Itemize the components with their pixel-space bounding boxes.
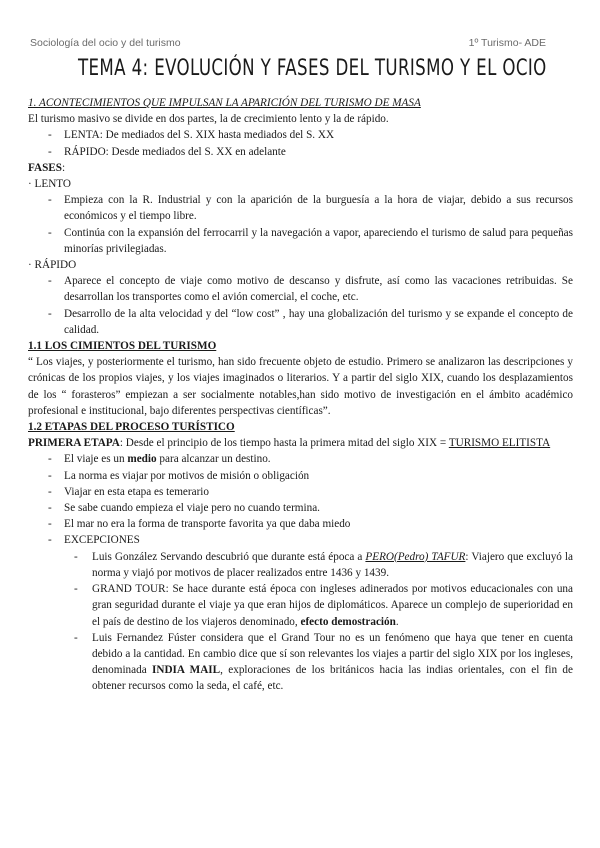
section-1-1-quote: “ Los viajes, y posteriormente el turismo, han sido frecuente objeto de estudio. Primero se analizaron las descripciones y crónicas de los propios viajes, y los viajes imaginados o literarios. Y a partir del siglo XIX, cuando los desplazamientos de los “ forasteros” empiezan a ser socialmente notables,han sido motivo de investigación en el ámbito académico profesional e institucional, bajo diferentes perspectivas científicas”. <box>28 356 573 417</box>
document-body <box>28 95 573 695</box>
fases-colon: : <box>62 161 66 174</box>
exception-item <box>92 581 573 630</box>
lento-list <box>28 192 573 257</box>
rapido-list <box>28 273 573 338</box>
list-item <box>64 451 573 467</box>
item-text: Luis Fernandez Fúster considera que el Grand Tour no es un fenómeno que haya que tener en cuenta debido a la cantidad. En cambio dice que sí son relevantes los viajes a partir del siglo XIX por los ingleses, denominada <box>92 631 573 677</box>
item-text: para alcanzar un destino. <box>156 453 271 466</box>
page-title: TEMA 4: EVOLUCIÓN Y FASES DEL TURISMO Y EL OCIO <box>78 55 547 81</box>
first-stage-label: PRIMERA ETAPA <box>28 437 120 450</box>
item-emphasis: efecto demostración <box>300 615 396 628</box>
list-item: - El mar no era la forma de transporte favorita ya que daba miedo <box>64 516 573 532</box>
fases-label: FASES <box>28 161 62 174</box>
growth-list <box>28 127 573 159</box>
item-emphasis: medio <box>127 453 157 466</box>
first-stage-tag: TURISMO ELITISTA <box>448 437 551 450</box>
header-degree: 1º Turismo- ADE <box>468 37 546 49</box>
header-course: Sociología del ocio y del turismo <box>30 37 181 49</box>
item-text: : Viajero que excluyó la norma y viajó por motivos de placer realizados entre 1436 y 1439. <box>92 550 574 579</box>
list-item: - Viajar en esta etapa es temerario <box>64 484 573 500</box>
item-emphasis: INDIA MAIL <box>152 664 221 677</box>
rapido-label: · RÁPIDO <box>28 259 77 272</box>
list-item: - La norma es viajar por motivos de misión o obligación <box>64 468 573 484</box>
list-item: - Empieza con la R. Industrial y con la aparición de la burguesía a la hora de viajar, debido a sus recursos económicos y el tiempo libre. <box>64 192 573 224</box>
list-item: - RÁPIDO: Desde mediados del S. XX en adelante <box>64 144 573 160</box>
item-emphasis: PERO(Pedro) TAFUR <box>365 550 466 563</box>
item-text: El viaje es un <box>64 453 128 466</box>
section-1-1-heading: 1.1 LOS CIMIENTOS DEL TURISMO <box>28 340 217 353</box>
exception-item <box>92 549 573 581</box>
lento-label: · LENTO <box>28 178 71 191</box>
list-item: - Aparece el concepto de viaje como motivo de descanso y disfrute, así como las vacaciones retribuidas. Se desarrollan los transportes como el avión comercial, el coche, etc. <box>64 273 573 305</box>
list-item: - Continúa con la expansión del ferrocarril y la navegación a vapor, apareciendo el turismo de salud para pequeñas minorías privilegiadas. <box>64 225 573 257</box>
list-item: - Se sabe cuando empieza el viaje pero no cuando termina. <box>64 500 573 516</box>
item-text: GRAND TOUR: Se hace durante está época con ingleses adinerados por motivos educacionales con una gran seguridad durante el viaje ya que eran hijos de diplomáticos. Aparece un complejo de superioridad en el país de destino de los viajeros denominado, <box>92 583 573 628</box>
list-item: - LENTA: De mediados del S. XIX hasta mediados del S. XX <box>64 127 573 143</box>
item-text: , exploraciones de los británicos hacia las indias orientales, con el fin de obtener recursos como la seda, el café, etc. <box>92 664 573 693</box>
exception-item <box>92 630 573 695</box>
first-stage-paragraph <box>28 435 573 451</box>
section-1-2-heading: 1.2 ETAPAS DEL PROCESO TURÍSTICO <box>28 421 235 434</box>
exceptions-list <box>28 549 573 695</box>
fases-heading <box>28 160 573 176</box>
list-item-exceptions: - EXCEPCIONES <box>64 532 573 548</box>
item-text: . <box>395 615 399 628</box>
first-stage-text: : Desde el principio de los tiempo hasta la primera mitad del siglo XIX = <box>119 437 449 450</box>
section-1-intro: El turismo masivo se divide en dos partes, la de crecimiento lento y la de rápido. <box>28 113 389 126</box>
list-item: - Desarrollo de la alta velocidad y del “low cost” , hay una globalización del turismo y se expande el concepto de calidad. <box>64 306 573 338</box>
item-text: Luis González Servando descubrió que durante está época a <box>92 550 366 563</box>
section-1-heading: 1. ACONTECIMIENTOS QUE IMPULSAN LA APARICIÓN DEL TURISMO DE MASA <box>28 97 421 109</box>
first-stage-list <box>28 451 573 548</box>
